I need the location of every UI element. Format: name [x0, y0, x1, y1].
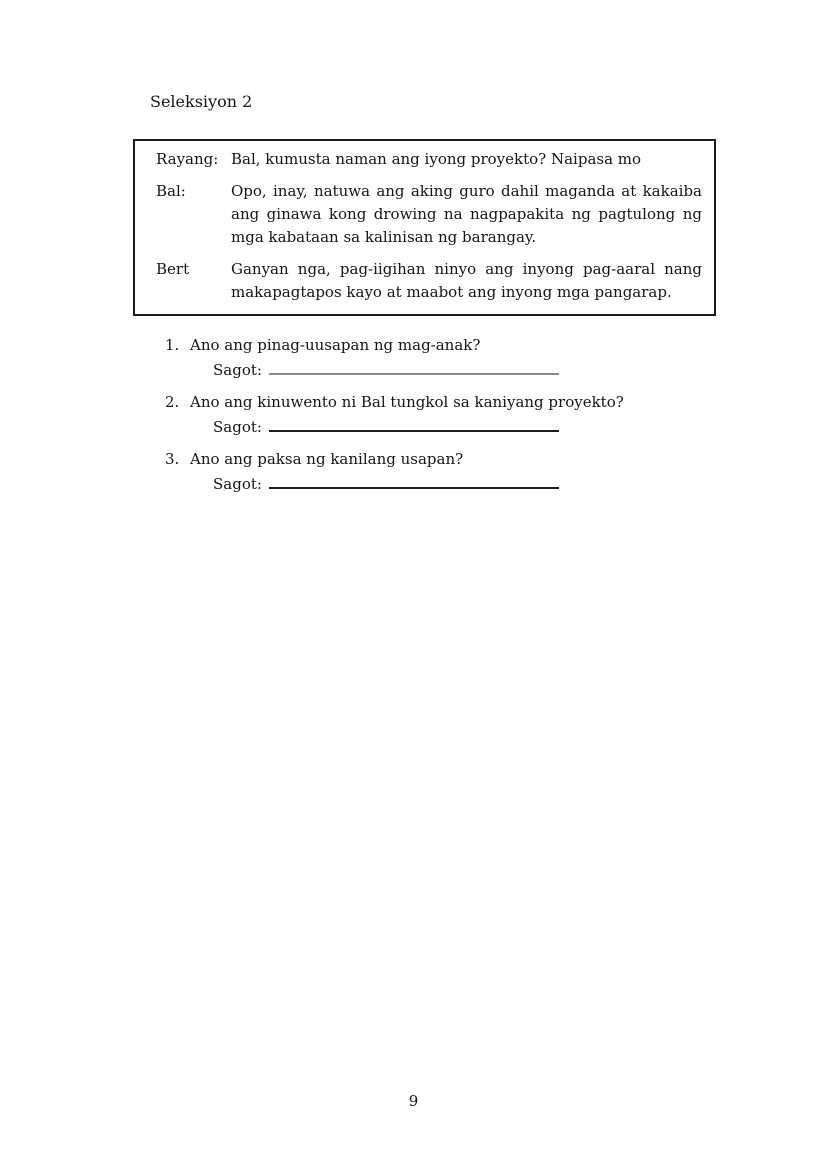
- questions-list: [165, 334, 665, 505]
- answer-blank: [269, 416, 559, 432]
- dialogue-row-bal: [156, 180, 702, 249]
- page-number: 9: [408, 1092, 419, 1110]
- answer-label: Sagot:: [213, 475, 262, 493]
- answer-line: [213, 473, 665, 496]
- question-text: Ano ang kinuwento ni Bal tungkol sa kaniyang proyekto?: [190, 393, 624, 411]
- answer-label: Sagot:: [213, 418, 262, 436]
- question-item-2: [165, 391, 665, 439]
- answer-blank: [269, 359, 559, 375]
- section-title: Seleksiyon 2: [150, 92, 253, 111]
- question-item-1: [165, 334, 665, 382]
- answer-line: [213, 416, 665, 439]
- speaker-name: Bal:: [156, 182, 186, 200]
- speaker-name: Bert: [156, 260, 190, 278]
- speech-text: Ganyan nga, pag-iigihan ninyo ang inyong pag-aaral nang makapagtapos kayo at maabot ang inyong mga pangarap.: [231, 260, 702, 301]
- dialogue-row-bert: [156, 258, 702, 304]
- question-item-3: [165, 448, 665, 496]
- speaker-name: Rayang:: [156, 150, 219, 168]
- dialogue-row-rayang: [156, 148, 702, 171]
- dialogue-box: [133, 139, 716, 316]
- question-text: Ano ang pinag-uusapan ng mag-anak?: [190, 336, 481, 354]
- speech-text: Opo, inay, natuwa ang aking guro dahil maganda at kakaiba ang ginawa kong drowing na nagpapakita ng pagtulong ng mga kabataan sa kalinisan ng barangay.: [231, 182, 702, 246]
- question-number: 2.: [165, 393, 180, 411]
- question-number: 1.: [165, 336, 180, 354]
- answer-blank: [269, 473, 559, 489]
- question-line: [165, 334, 665, 357]
- question-line: [165, 448, 665, 471]
- answer-line: [213, 359, 665, 382]
- question-text: Ano ang paksa ng kanilang usapan?: [190, 450, 464, 468]
- speech-text: Bal, kumusta naman ang iyong proyekto? Naipasa mo: [231, 150, 642, 168]
- question-line: [165, 391, 665, 414]
- answer-label: Sagot:: [213, 361, 262, 379]
- question-number: 3.: [165, 450, 180, 468]
